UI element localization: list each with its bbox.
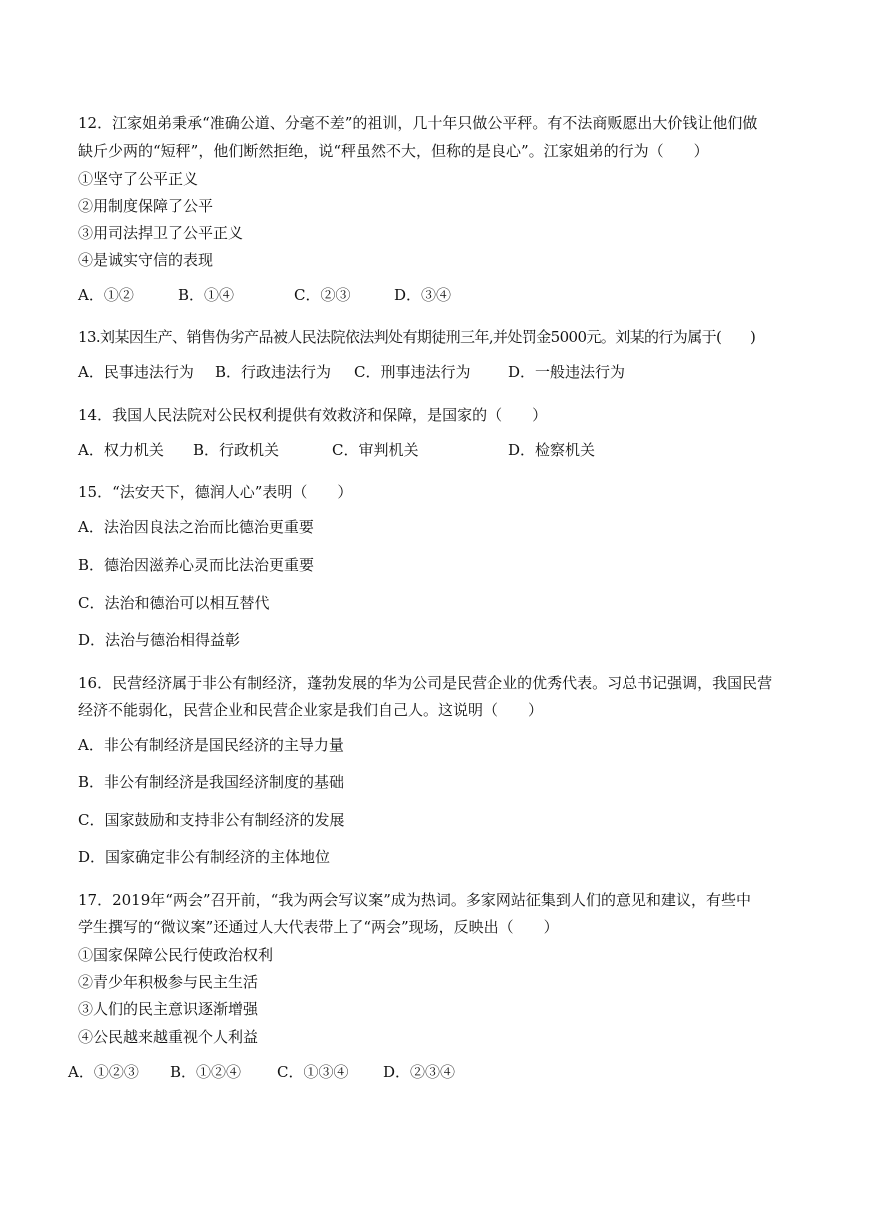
question-13-option-b: B．行政违法行为 xyxy=(215,363,332,381)
question-17-option-b: B．①②④ xyxy=(170,1063,242,1081)
question-17-stem-line-2: 学生撰写的“微议案”还通过人大代表带上了“两会”现场，反映出（ ） xyxy=(78,918,559,936)
question-16-option-a: A．非公有制经济是国民经济的主导力量 xyxy=(78,736,344,754)
question-17-item-3: ③人们的民主意识逐渐增强 xyxy=(78,1000,259,1018)
question-14-option-b: B．行政机关 xyxy=(193,441,280,459)
question-12-option-c: C．②③ xyxy=(294,286,351,304)
question-14-option-a: A．权力机关 xyxy=(78,441,164,459)
question-14-stem-line-1: 14．我国人民法院对公民权利提供有效救济和保障，是国家的（ ） xyxy=(78,406,548,424)
question-17-option-c: C．①③④ xyxy=(277,1063,349,1081)
question-15-option-d: D．法治与德治相得益彰 xyxy=(78,631,241,649)
question-14-option-d: D．检察机关 xyxy=(508,441,596,459)
question-17-option-a: A．①②③ xyxy=(68,1063,139,1081)
question-15-option-a: A．法治因良法之治而比德治更重要 xyxy=(78,518,314,536)
question-12-item-2: ②用制度保障了公平 xyxy=(78,197,214,215)
question-17-item-2: ②青少年积极参与民主生活 xyxy=(78,973,259,991)
question-17-option-d: D．②③④ xyxy=(383,1063,456,1081)
question-17-stem-line-1: 17．2019年“两会”召开前，“我为两会写议案”成为热词。多家网站征集到人们的意见和建议，有些中 xyxy=(78,891,751,909)
question-15-option-c: C．法治和德治可以相互替代 xyxy=(78,594,270,612)
question-12-item-3: ③用司法捍卫了公平正义 xyxy=(78,224,244,242)
question-12-option-d: D．③④ xyxy=(394,286,452,304)
question-12-item-1: ①坚守了公平正义 xyxy=(78,170,199,188)
question-16-option-c: C．国家鼓励和支持非公有制经济的发展 xyxy=(78,811,345,829)
question-17-item-1: ①国家保障公民行使政治权利 xyxy=(78,946,274,964)
question-16-option-b: B．非公有制经济是我国经济制度的基础 xyxy=(78,773,345,791)
question-17-item-4: ④公民越来越重视个人利益 xyxy=(78,1028,259,1046)
question-13-stem-line-1: 13.刘某因生产、销售伪劣产品被人民法院依法判处有期徒刑三年,并处罚金5000元。刘某的行为属于( ) xyxy=(78,328,756,346)
question-16-stem-line-1: 16．民营经济属于非公有制经济，蓬勃发展的华为公司是民营企业的优秀代表。习总书记强调，我国民营 xyxy=(78,674,773,692)
question-13-option-c: C．刑事违法行为 xyxy=(354,363,471,381)
question-15-option-b: B．德治因滋养心灵而比法治更重要 xyxy=(78,556,315,574)
question-13-option-a: A．民事违法行为 xyxy=(78,363,194,381)
question-12-option-b: B．①④ xyxy=(178,286,235,304)
question-16-option-d: D．国家确定非公有制经济的主体地位 xyxy=(78,848,331,866)
question-12-stem-line-1: 12．江家姐弟秉承“准确公道、分毫不差”的祖训，几十年只做公平秤。有不法商贩愿出大价钱让他们做 xyxy=(78,114,758,132)
question-15-stem-line-1: 15．“法安天下，德润人心”表明（ ） xyxy=(78,483,353,501)
question-12-option-a: A．①② xyxy=(78,286,134,304)
question-12-stem-line-2: 缺斤少两的“短秤”，他们断然拒绝，说“秤虽然不大，但称的是良心”。江家姐弟的行为（ ） xyxy=(78,142,709,160)
question-13-option-d: D．一般违法行为 xyxy=(508,363,626,381)
question-14-option-c: C．审判机关 xyxy=(332,441,419,459)
question-16-stem-line-2: 经济不能弱化，民营企业和民营企业家是我们自己人。这说明（ ） xyxy=(78,701,544,719)
question-12-item-4: ④是诚实守信的表现 xyxy=(78,251,214,269)
